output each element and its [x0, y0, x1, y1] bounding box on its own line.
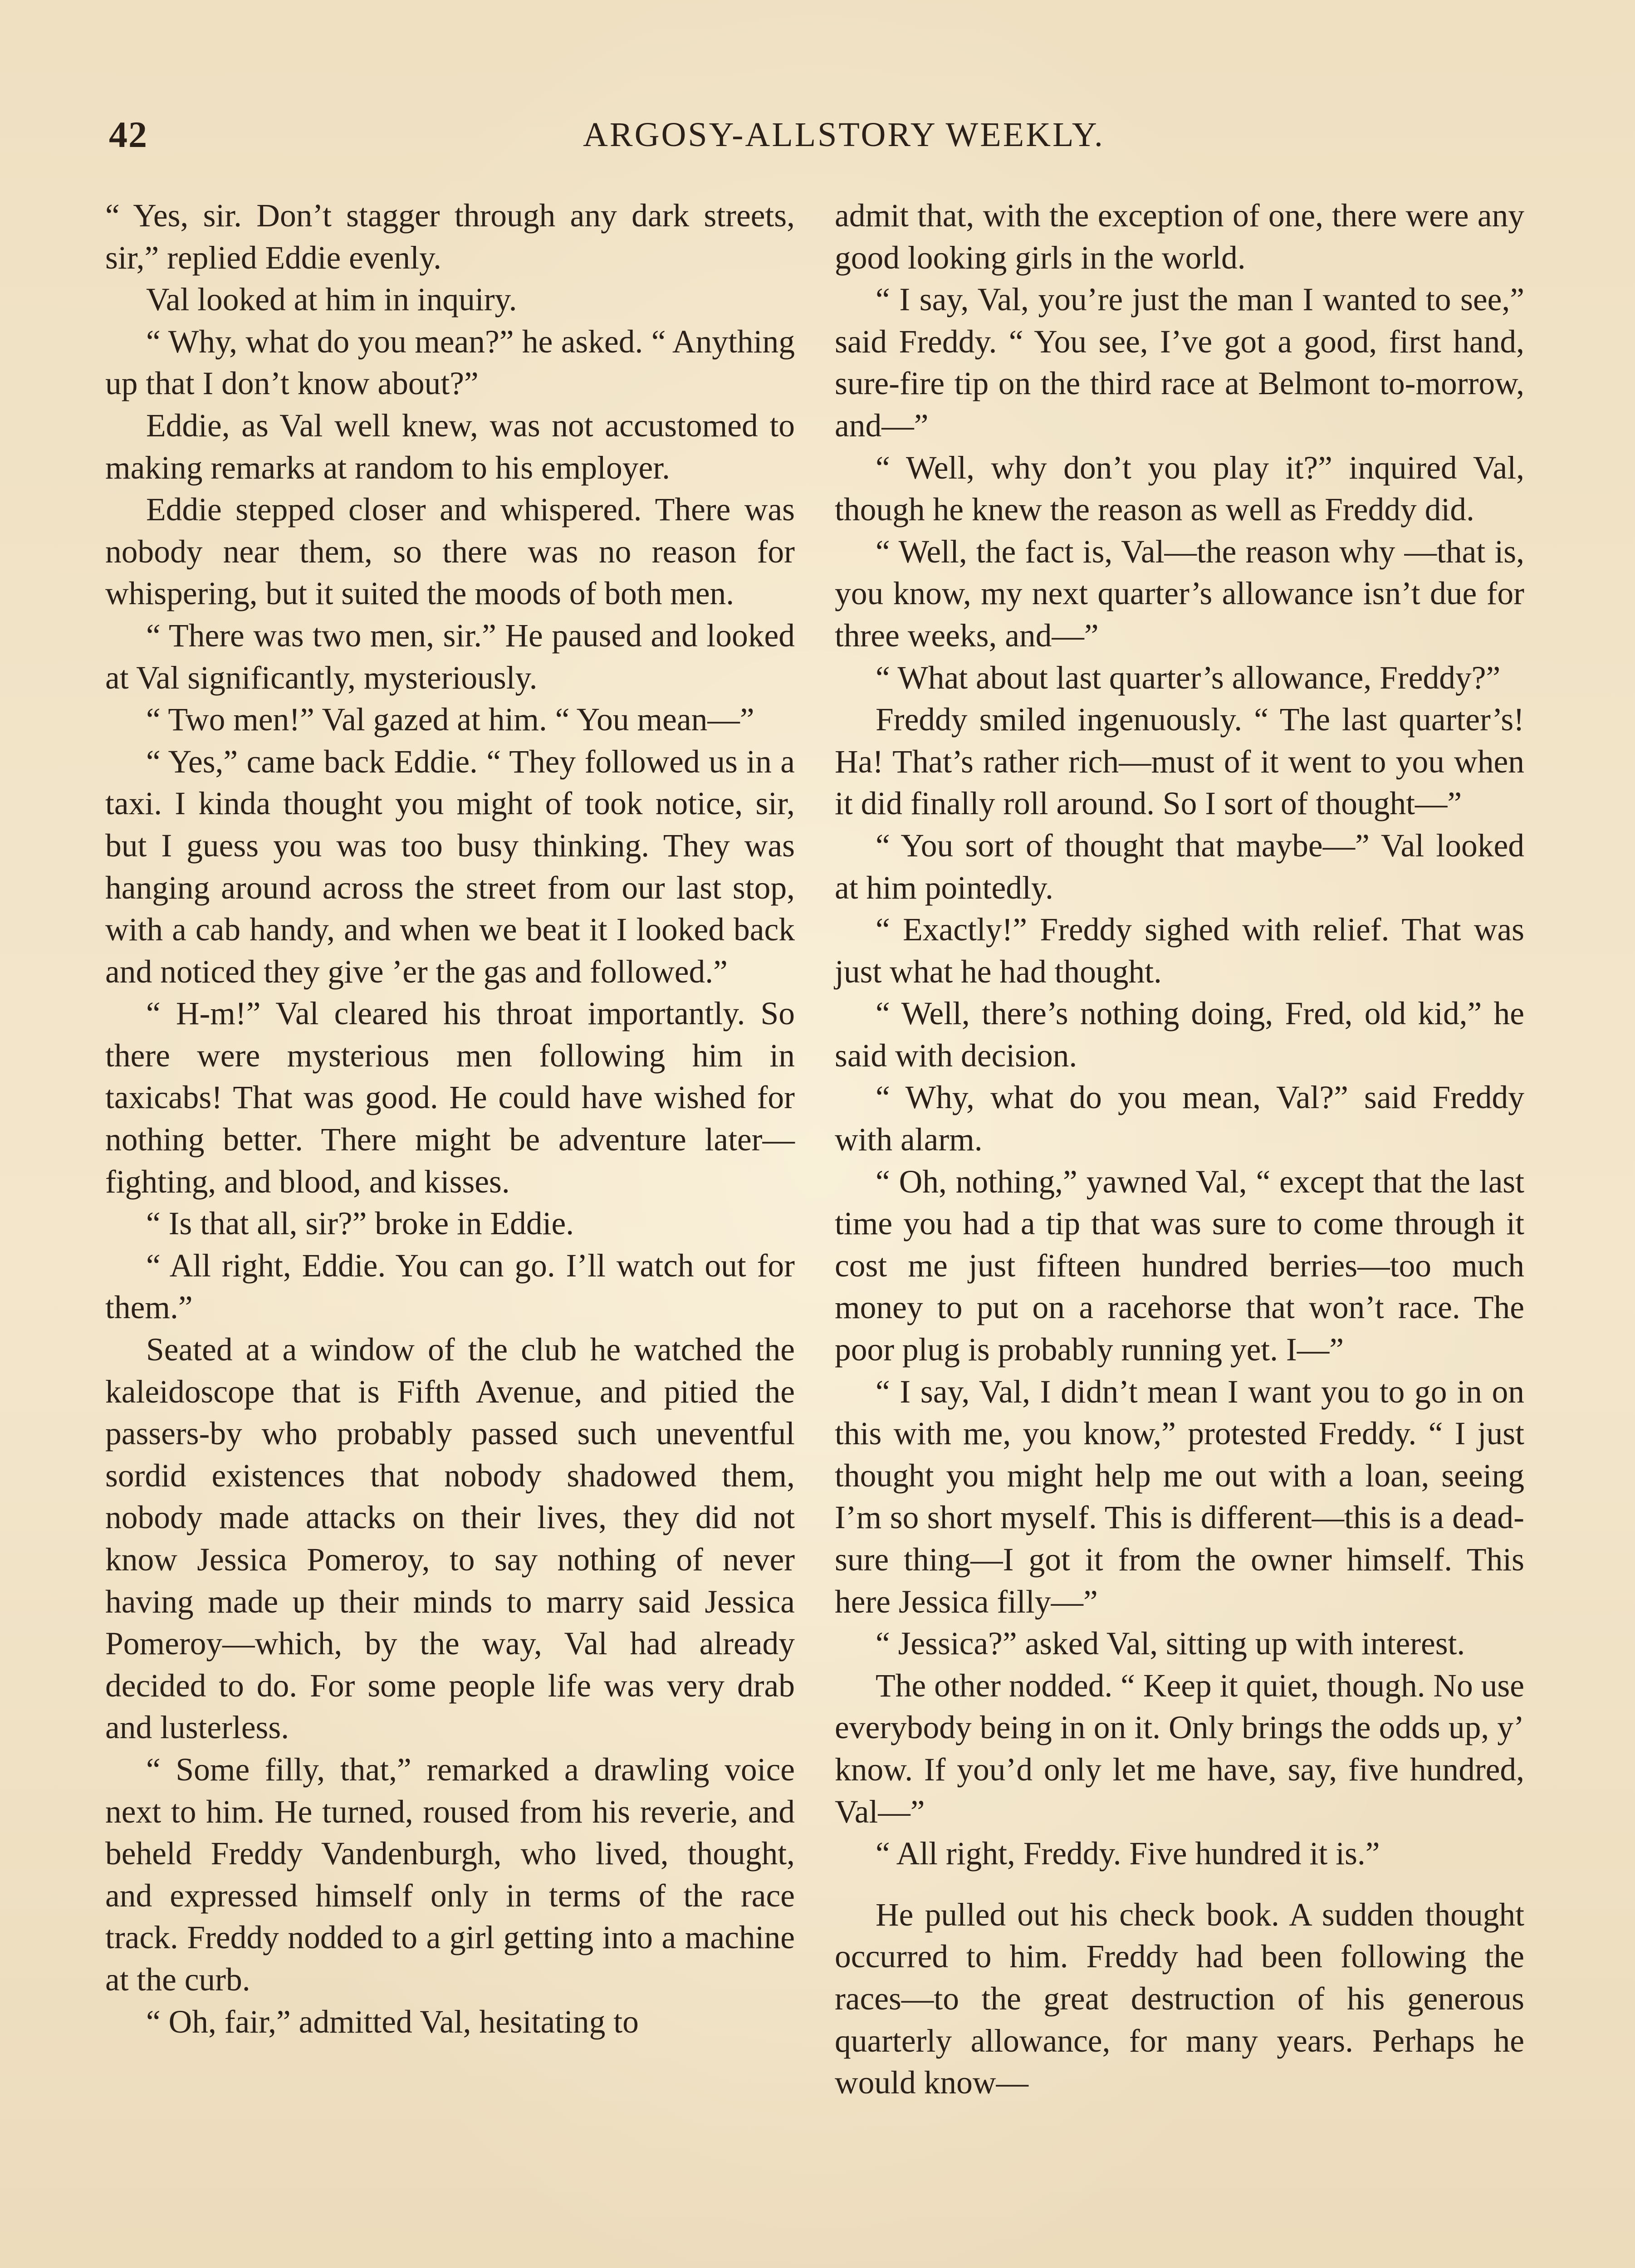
paragraph: “ All right, Eddie. You can go. I’ll watch out for them.” [105, 1247, 795, 1326]
paragraph: “ I say, Val, I didn’t mean I want you to go in on this with me, you know,” protested Freddy. “ I just thought you might help me out with a loan, seeing I’m so short myself. This is different—this is a dead-sure thing—I got it from the owner himself. This here Jessica filly—” [835, 1374, 1524, 1620]
paragraph: “ Is that all, sir?” broke in Eddie. [146, 1206, 574, 1242]
paragraph: “ There was two men, sir.” He paused and looked at Val significantly, mysteriously. [105, 617, 795, 696]
paragraph: The other nodded. “ Keep it quiet, though. No use everybody being in on it. Only brings the odds up, y’ know. If you’d only let me have, say, five hundred, Val—” [835, 1667, 1524, 1830]
paragraph: “ You sort of thought that maybe—” Val looked at him pointedly. [835, 827, 1524, 906]
paragraph: “ Jessica?” asked Val, sitting up with interest. [876, 1626, 1465, 1662]
page-number: 42 [109, 114, 148, 155]
paragraph: “ Why, what do you mean, Val?” said Freddy with alarm. [835, 1080, 1524, 1158]
paragraph: Seated at a window of the club he watched the kaleidoscope that is Fifth Avenue, and pitied the passers-by who probably passed such uneventful sordid existences that nobody shadowed them, nobody made attacks on their lives, they did not know Jessica Pomeroy, to say nothing of never having made up their minds to marry said Jessica Pomeroy—which, by the way, Val had already decided to do. For some people life was very drab and lusterless. [105, 1332, 795, 1746]
paragraph: “ All right, Freddy. Five hundred it is.” [876, 1836, 1380, 1872]
paragraph: Freddy smiled ingenuously. “ The last quarter’s! Ha! That’s rather rich—must of it went to you when it did finally roll around. So I sort of thought—” [835, 702, 1524, 822]
paragraph: “ Well, the fact is, Val—the reason why —that is, you know, my next quarter’s allowance isn’t due for three weeks, and—” [835, 533, 1524, 654]
running-head: ARGOSY-ALLSTORY WEEKLY. [583, 116, 1105, 154]
paragraph: “ Exactly!” Freddy sighed with relief. That was just what he had thought. [835, 912, 1524, 990]
paragraph: “ Two men!” Val gazed at him. “ You mean—” [146, 702, 754, 738]
paragraph: “ Well, why don’t you play it?” inquired Val, though he knew the reason as well as Freddy did. [835, 450, 1524, 528]
paragraph: “ What about last quarter’s allowance, Freddy?” [876, 660, 1501, 696]
paragraph: Eddie, as Val well knew, was not accustomed to making remarks at random to his employer. [105, 407, 795, 486]
paragraph: “ Yes,” came back Eddie. “ They followed us in a taxi. I kinda thought you might of took notice, sir, but I guess you was too busy thinking. They was hanging around across the street from our last stop, with a cab handy, and when we beat it I looked back and noticed they give ’er the gas and followed.” [105, 743, 795, 990]
paragraph: “ Well, there’s nothing doing, Fred, old kid,” he said with decision. [835, 996, 1524, 1074]
paragraph: “ Some filly, that,” remarked a drawling voice next to him. He turned, roused from his reverie, and beheld Freddy Vandenburgh, who lived, thought, and expressed himself only in terms of the race track. Freddy nodded to a girl getting into a machine at the curb. [105, 1751, 795, 1998]
paragraph: “ Oh, nothing,” yawned Val, “ except that the last time you had a tip that was sure to come through it cost me just fifteen hundred berries—too much money to put on a racehorse that won’t race. The poor plug is probably running yet. I—” [835, 1163, 1524, 1368]
paragraph: He pulled out his check book. A sudden thought occurred to him. Freddy had been following the races—to the great destruction of his generous quarterly allowance, for many years. Perhaps he would know— [835, 1897, 1524, 2101]
paragraph: admit that, with the exception of one, there were any good looking girls in the world. [835, 198, 1524, 276]
paragraph: “ I say, Val, you’re just the man I wanted to see,” said Freddy. “ You see, I’ve got a good, first hand, sure-fire tip on the third race at Belmont to-morrow, and—” [835, 282, 1524, 444]
left-column [105, 195, 795, 2043]
paragraph: Val looked at him in inquiry. [146, 282, 517, 318]
page-header [109, 113, 1538, 168]
paragraph: “ Why, what do you mean?” he asked. “ Anything up that I don’t know about?” [105, 323, 795, 402]
paragraph: Eddie stepped closer and whispered. There was nobody near them, so there was no reason for whispering, but it suited the moods of both men. [105, 492, 795, 612]
paragraph: “ Oh, fair,” admitted Val, hesitating to [146, 2004, 639, 2040]
paragraph: “ H-m!” Val cleared his throat importantly. So there were mysterious men following him in taxicabs! That was good. He could have wished for nothing better. There might be adventure later—fighting, and blood, and kisses. [105, 996, 795, 1200]
right-column [835, 195, 1524, 2104]
paragraph: “ Yes, sir. Don’t stagger through any dark streets, sir,” replied Eddie evenly. [105, 198, 795, 276]
